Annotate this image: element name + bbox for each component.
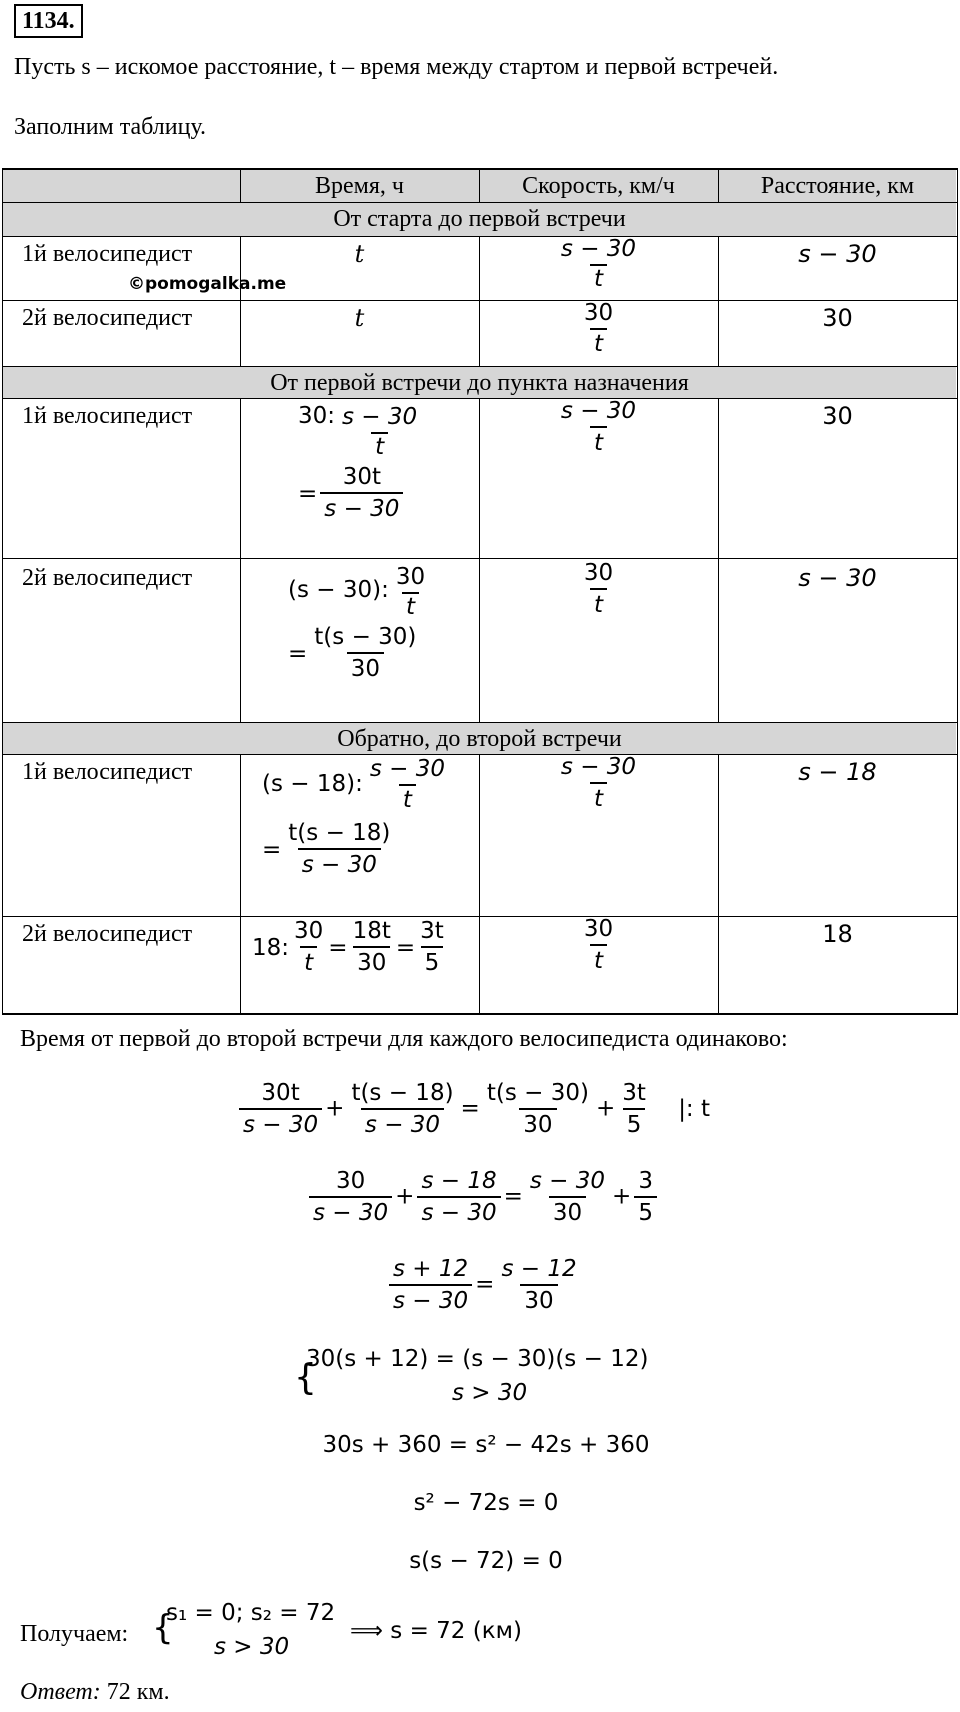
- r6-time-prefix: 18:: [252, 935, 290, 961]
- result-line1: s₁ = 0; s₂ = 72: [166, 1600, 336, 1626]
- r1-speed-den: t: [590, 264, 607, 292]
- r3-time-result: [320, 462, 403, 524]
- r2-time: t: [354, 304, 365, 332]
- eq1-b-num: t(s − 18): [351, 1080, 454, 1106]
- equation-5: s² − 72s = 0: [413, 1490, 559, 1516]
- eq1-d-den: 5: [623, 1108, 646, 1140]
- r3-equals: =: [298, 481, 318, 507]
- problem-number: 1134.: [14, 4, 83, 38]
- same-time-text: Время от первой до второй встречи для каждого велосипедиста одинаково:: [20, 1026, 788, 1052]
- r3-time-num: s − 30: [342, 404, 418, 430]
- r6-distance: 18: [822, 920, 853, 948]
- fill-table-text: Заполним таблицу.: [14, 114, 207, 140]
- r5-speed-num: s − 30: [560, 754, 637, 780]
- r5-time-den: t: [399, 784, 416, 814]
- system1-line2: s > 30: [452, 1380, 528, 1406]
- r2-speed-fraction: [580, 298, 617, 358]
- eq2-d-den: 5: [634, 1196, 657, 1228]
- eq2-b-num: s − 18: [421, 1168, 497, 1194]
- r2-speed-num: 30: [583, 300, 614, 326]
- r4-time-den: t: [402, 592, 419, 620]
- eq3-a-den: s − 30: [389, 1284, 472, 1316]
- section-back-to-second-meeting: Обратно, до второй встречи: [337, 726, 622, 752]
- r6-equals-2: =: [395, 935, 416, 961]
- eq1-d-num: 3t: [622, 1080, 646, 1106]
- r4-time-fraction: [392, 562, 429, 620]
- r5-time-num2: t(s − 18): [288, 820, 391, 846]
- header-time: Время, ч: [315, 173, 404, 199]
- r5-speed-fraction: [557, 752, 640, 814]
- r5-time-den2: s − 30: [298, 848, 381, 880]
- r5-time-prefix: (s − 18):: [262, 771, 363, 797]
- r1-time: t: [354, 240, 365, 268]
- eq2-d-num: 3: [638, 1168, 653, 1194]
- section-first-meeting-to-destination: От первой встречи до пункта назначения: [270, 370, 689, 396]
- r6-f3-den: 5: [421, 946, 444, 978]
- watermark: ©pomogalka.me: [128, 274, 287, 294]
- eq1-divide-note: |: t: [678, 1095, 711, 1122]
- equation-4: 30s + 360 = s² − 42s + 360: [322, 1432, 650, 1458]
- r1-speed-num: s − 30: [560, 236, 637, 262]
- r5-time-fraction: [366, 754, 449, 814]
- r3-distance: 30: [822, 402, 853, 430]
- eq2-c-den: 30: [549, 1196, 586, 1228]
- r6-f1-den: t: [300, 946, 317, 978]
- r3-time-num2: 30t: [342, 464, 381, 490]
- r4-time-num: 30: [395, 564, 426, 590]
- r1-speed-fraction: [557, 234, 640, 292]
- r5-time-num: s − 30: [369, 756, 445, 782]
- r4-distance: s − 30: [798, 564, 877, 592]
- r3-time-fraction: [338, 402, 421, 460]
- r4-time-prefix: (s − 30):: [288, 577, 389, 603]
- section-start-to-first-meeting: От старта до первой встречи: [333, 206, 626, 232]
- r4-speed-num: 30: [583, 560, 614, 586]
- r5-equals: =: [262, 837, 282, 863]
- r6-speed-fraction: [580, 914, 617, 976]
- eq2-b-den: s − 30: [417, 1196, 500, 1228]
- r1-distance: s − 30: [798, 240, 877, 268]
- equation-6: s(s − 72) = 0: [409, 1548, 563, 1574]
- r5-distance: s − 18: [798, 758, 877, 786]
- r6-f2-num: 18t: [352, 918, 391, 944]
- eq1-a-den: s − 30: [239, 1108, 322, 1140]
- eq3-a-num: s + 12: [393, 1256, 469, 1282]
- r4-time-den2: 30: [347, 652, 384, 684]
- r6-f1-num: 30: [294, 918, 324, 944]
- result-label: Получаем:: [20, 1621, 129, 1647]
- result-conclusion: ⟹ s = 72 (км): [350, 1618, 522, 1644]
- eq2-a-den: s − 30: [309, 1196, 392, 1228]
- r4-time-result: [310, 622, 420, 684]
- answer-value: 72 км.: [106, 1679, 170, 1705]
- r6-fraction-3: [416, 916, 448, 978]
- eq2-a-num: 30: [335, 1168, 366, 1194]
- result-brace-icon: {: [152, 1608, 174, 1648]
- r3-speed-fraction: [557, 396, 640, 458]
- row-label-cyclist-1: 1й велосипедист: [22, 403, 193, 429]
- r6-f2-den: 30: [353, 946, 390, 978]
- system1-line1: 30(s + 12) = (s − 30)(s − 12): [306, 1346, 649, 1372]
- r5-time-result: [284, 818, 394, 880]
- r3-time-den2: s − 30: [320, 492, 403, 524]
- r4-speed-fraction: [580, 558, 617, 620]
- row-label-cyclist-1: 1й велосипедист: [22, 759, 193, 785]
- result-line2: s > 30: [214, 1634, 290, 1660]
- equation-3: $\frac{s + 12}{s - 30}$ = $\frac{s - 12}{30}$: [386, 1254, 584, 1316]
- eq3-b-den: 30: [520, 1284, 557, 1316]
- equation-1: $\frac{30t}{s - 30}$ + $\frac{t(s - 18)}{s - 30}$ = $\frac{t(s - 30)}{30}$ + $\frac{3t}{5}$ |: t: [236, 1078, 710, 1140]
- eq1-c-num: t(s − 30): [486, 1080, 589, 1106]
- row-label-cyclist-2: 2й велосипедист: [22, 565, 193, 591]
- answer: [20, 1677, 170, 1707]
- row-label-cyclist-2: 2й велосипедист: [22, 305, 193, 331]
- r6-speed-den: t: [590, 944, 607, 976]
- r6-fraction-2: [349, 916, 395, 978]
- answer-label: Ответ:: [20, 1679, 101, 1705]
- r4-time-num2: t(s − 30): [314, 624, 417, 650]
- r3-time-den: t: [371, 432, 388, 460]
- eq2-c-num: s − 30: [529, 1168, 606, 1194]
- eq1-b-den: s − 30: [361, 1108, 444, 1140]
- intro-line: Пусть s – искомое расстояние, t – время между стартом и первой встречей.: [14, 54, 779, 80]
- eq3-b-num: s − 12: [501, 1256, 577, 1282]
- equation-2: $\frac{30}{s - 30}$ + $\frac{s - 18}{s - 30}$ = $\frac{s - 30}{30}$ + $\frac{3}{5}$: [306, 1166, 660, 1228]
- r5-speed-den: t: [590, 782, 607, 814]
- r3-speed-den: t: [590, 426, 607, 458]
- r4-speed-den: t: [590, 588, 607, 620]
- r2-distance: 30: [822, 304, 853, 332]
- r3-time-prefix: 30:: [298, 403, 336, 429]
- header-distance: Расстояние, км: [760, 173, 915, 199]
- eq1-a-num: 30t: [261, 1080, 300, 1106]
- r6-f3-num: 3t: [420, 918, 444, 944]
- r6-speed-num: 30: [583, 916, 614, 942]
- r6-fraction-1: [290, 916, 327, 978]
- row-label-cyclist-1: 1й велосипедист: [22, 241, 193, 267]
- r3-speed-num: s − 30: [560, 398, 637, 424]
- system-brace-icon: {: [294, 1357, 317, 1398]
- r2-speed-den: t: [590, 328, 607, 358]
- row-label-cyclist-2: 2й велосипедист: [22, 921, 193, 947]
- header-speed: Скорость, км/ч: [522, 173, 675, 199]
- r4-equals: =: [288, 641, 308, 667]
- eq1-c-den: 30: [519, 1108, 556, 1140]
- r6-equals-1: =: [328, 935, 348, 961]
